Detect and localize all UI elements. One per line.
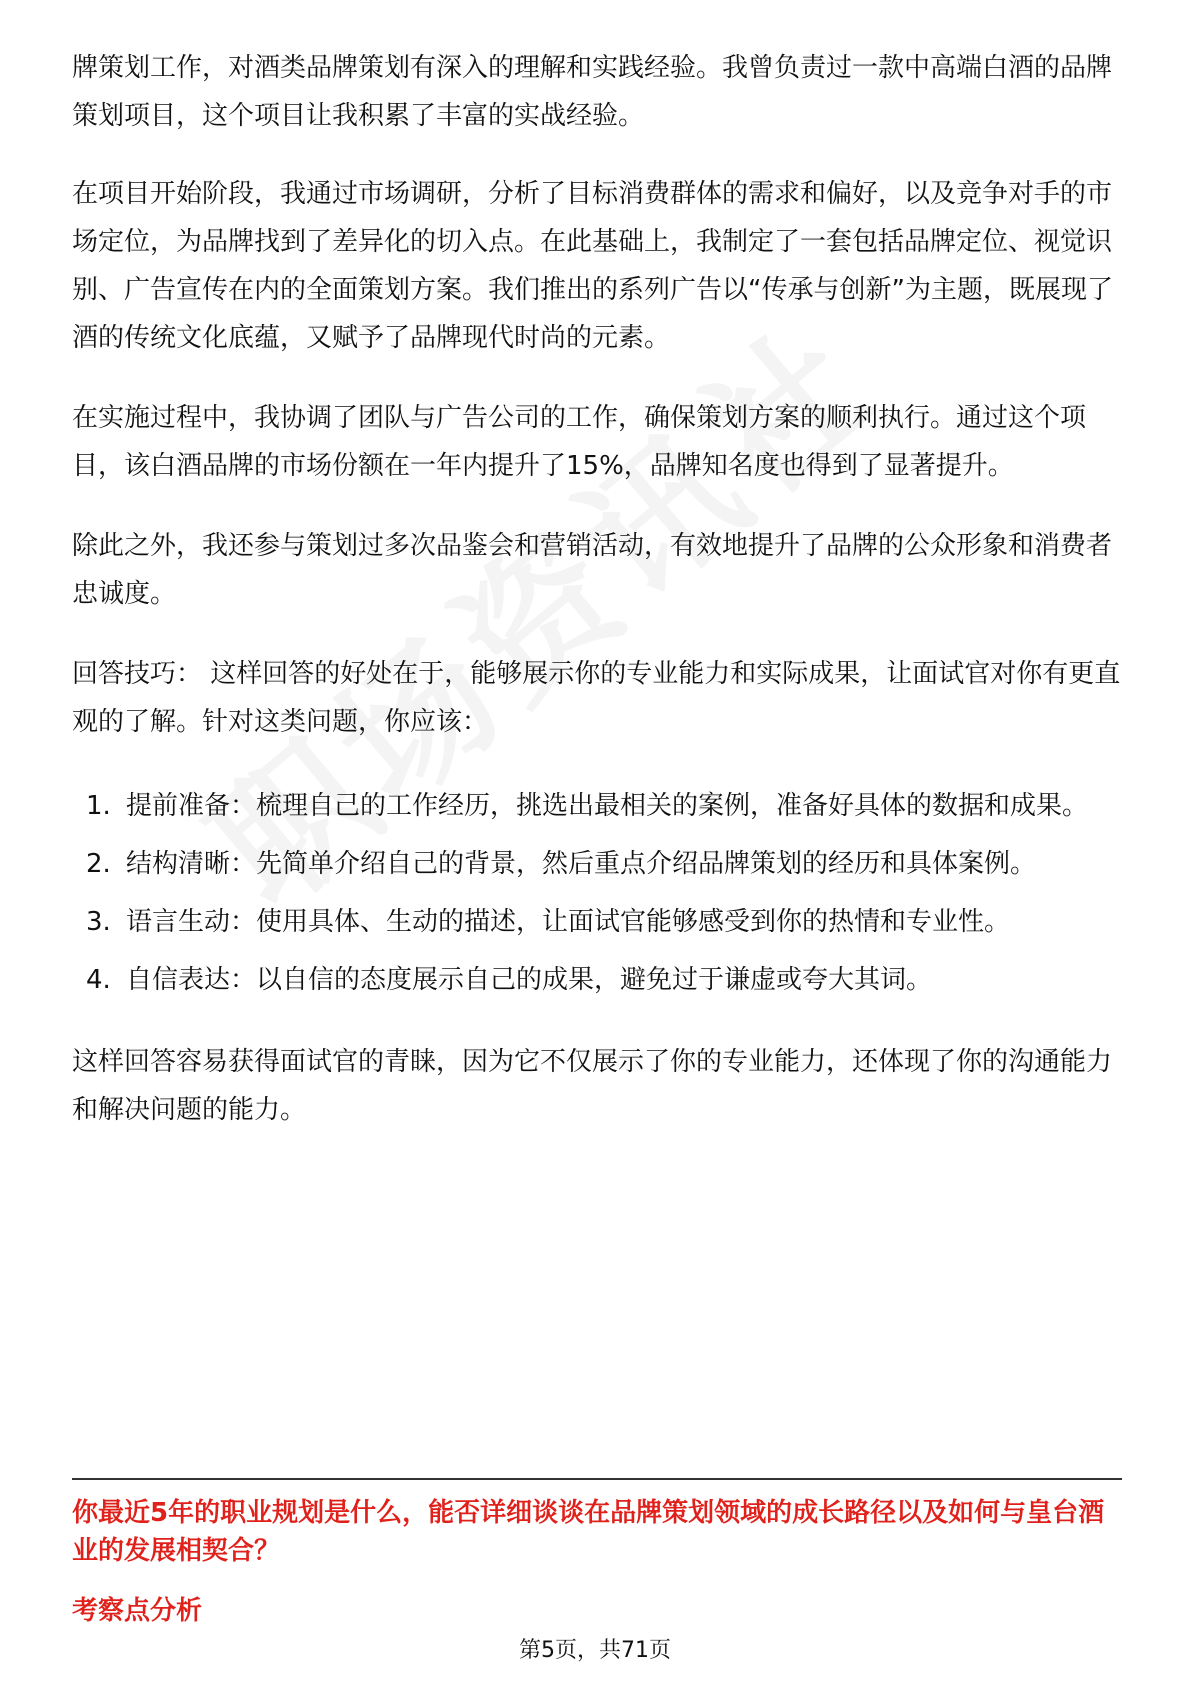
section-heading: 考察点分析	[72, 1596, 203, 1626]
document-body	[72, 44, 1122, 1166]
paragraph-additional: 除此之外，我还参与策划过多次品鉴会和营销活动，有效地提升了品牌的公众形象和消费者忠诚度。	[72, 531, 1113, 609]
section-divider	[72, 1478, 1122, 1480]
tips-list	[72, 778, 1122, 1008]
list-number: 4.	[86, 965, 111, 995]
page-number-footer: 第5页，共71页	[519, 1638, 671, 1663]
paragraph-intro: 牌策划工作，对酒类品牌策划有深入的理解和实践经验。我曾负责过一款中高端白酒的品牌策划项目，这个项目让我积累了丰富的实战经验。	[72, 53, 1113, 131]
list-item-text: 自信表达：以自信的态度展示自己的成果，避免过于谦虚或夸大其词。	[126, 965, 933, 995]
list-item	[72, 894, 1122, 950]
list-item-text: 提前准备：梳理自己的工作经历，挑选出最相关的案例，准备好具体的数据和成果。	[126, 791, 1089, 821]
list-item-text: 结构清晰：先简单介绍自己的背景，然后重点介绍品牌策划的经历和具体案例。	[126, 849, 1037, 879]
list-number: 3.	[86, 907, 111, 937]
paragraph-closing: 这样回答容易获得面试官的青睐，因为它不仅展示了你的专业能力，还体现了你的沟通能力和解决问题的能力。	[72, 1047, 1113, 1125]
list-item-text: 语言生动：使用具体、生动的描述，让面试官能够感受到你的热情和专业性。	[126, 907, 1011, 937]
paragraph-answer-tips: 回答技巧： 这样回答的好处在于，能够展示你的专业能力和实际成果，让面试官对你有更直观的了解。针对这类问题，你应该：	[72, 659, 1121, 737]
list-item	[72, 836, 1122, 892]
list-number: 1.	[86, 791, 111, 821]
list-item	[72, 952, 1122, 1008]
paragraph-implementation: 在实施过程中，我协调了团队与广告公司的工作，确保策划方案的顺利执行。通过这个项目，该白酒品牌的市场份额在一年内提升了15%，品牌知名度也得到了显著提升。	[72, 403, 1087, 481]
list-item	[72, 778, 1122, 834]
paragraph-project-start: 在项目开始阶段，我通过市场调研，分析了目标消费群体的需求和偏好，以及竞争对手的市场定位，为品牌找到了差异化的切入点。在此基础上，我制定了一套包括品牌定位、视觉识别、广告宣传在内的全面策划方案。我们推出的系列广告以“传承与创新”为主题，既展现了酒的传统文化底蕴，又赋予了品牌现代时尚的元素。	[72, 179, 1113, 353]
interview-question: 你最近5年的职业规划是什么，能否详细谈谈在品牌策划领域的成长路径以及如何与皇台酒业的发展相契合？	[72, 1498, 1105, 1566]
list-number: 2.	[86, 849, 111, 879]
